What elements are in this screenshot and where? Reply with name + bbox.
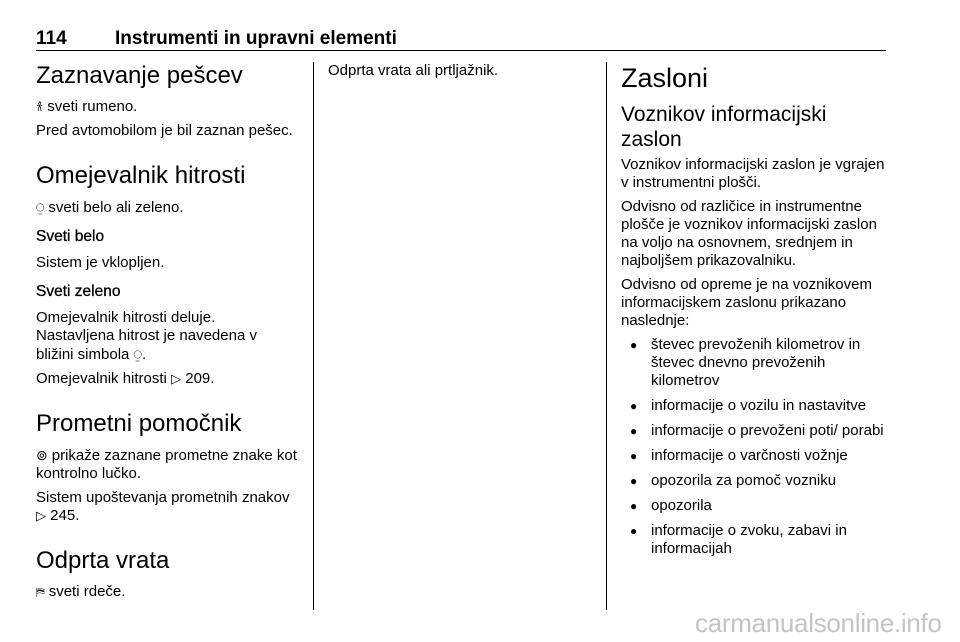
door-open-status: ⛿ sveti rdeče. [36,583,126,600]
chapter-heading-displays: Zasloni [621,63,709,93]
list-item: ● informacije o vozilu in nastavitve [621,397,889,415]
white-text: Sistem je vklopljen. [36,254,165,271]
list-item: ● informacije o zvoku, zabavi in informacijah [621,522,889,558]
door-open-icon: ⛿ [36,585,45,599]
page-reference-arrow-icon: ▷ [36,508,46,523]
column-right [621,62,889,565]
column-left [36,62,298,607]
section-heading-door-open: Odprta vrata [36,547,170,574]
traffic-assist-text: ⊚ prikaže zaznane prometne znake kot kontrolno lučko. [36,447,297,482]
paragraph-1: Voznikov informacijski zaslon je vgrajen v instrumentni plošči. [621,156,885,191]
subheading-green: Sveti zeleno [36,283,121,300]
column-divider-2 [606,62,607,610]
page-title: Instrumenti in upravni elementi [115,28,397,49]
pedestrian-status: 𐀪 sveti rumeno. [36,98,138,115]
watermark: carmanualsonline.info [695,608,942,638]
green-text-2: Nastavljena hitrost je navedena v bližini simbola ⍜. [36,327,257,363]
speed-limiter-status: ⍜ sveti belo ali zeleno. [36,199,184,216]
traffic-sign-icon: ⊚ [36,447,48,463]
green-text-1: Omejevalnik hitrosti deluje. [36,309,216,326]
column-middle [328,62,590,86]
page-header [36,28,886,51]
speed-limiter-icon: ⍜ [36,199,45,215]
list-item: ● opozorila za pomoč vozniku [621,472,889,490]
traffic-assist-reference[interactable]: Sistem upoštevanja prometnih znakov ▷ 245. [36,489,290,524]
door-open-text: Odprta vrata ali prtljažnik. [328,62,499,79]
list-item: ● opozorila [621,497,889,515]
section-heading-speed-limiter: Omejevalnik hitrosti [36,162,246,189]
pedestrian-icon: 𐀪 [36,100,44,114]
page-reference-arrow-icon: ▷ [171,371,182,386]
section-heading-pedestrian: Zaznavanje pešcev [36,62,243,89]
list-item: ● informacije o varčnosti vožnje [621,447,889,465]
section-heading-traffic-assist: Prometni pomočnik [36,410,242,437]
column-divider-1 [313,62,314,610]
list-item: ● informacije o prevoženi poti/ porabi [621,422,889,440]
pedestrian-text: Pred avtomobilom je bil zaznan pešec. [36,122,293,139]
paragraph-2: Odvisno od različice in instrumentne plošče je voznikov informacijski zaslon na voljo na osnovnem, srednjem in najboljšem prikazovalniku. [621,198,877,269]
paragraph-3: Odvisno od opreme je na voznikovem informacijskem zaslonu prikazano naslednje: [621,276,872,329]
speed-limiter-icon-inline: ⍜ [133,346,142,362]
page-number: 114 [36,28,67,49]
subheading-white: Sveti belo [36,228,105,245]
display-info-list [621,336,889,558]
speed-limiter-reference[interactable]: Omejevalnik hitrosti ▷ 209. [36,370,215,387]
list-item: ● števec prevoženih kilometrov in števec dnevno prevoženih kilometrov [621,336,889,390]
section-heading-driver-info-display: Voznikov informacijski zaslon [621,103,827,151]
